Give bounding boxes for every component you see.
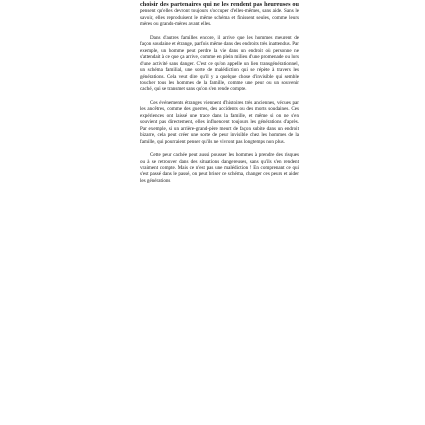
paragraph-1-text: pensent qu'elles devront toujours s'occuper d'elles-mêmes, sans aide. Sans le savoir, elles reproduisent le même schéma et finissent seules, comme leurs mères ou grands-mères avant elles. bbox=[140, 8, 299, 28]
paragraph-1 bbox=[140, 2, 299, 28]
paragraph-2: Dans d'autres familles encore, il arrive que les hommes meurent de façon soudaine et étrange, parfois même dans des endroits très inattendus. Par exemple, un homme peut perdre la vie dans un endroit où personne ne s'attendait à ce que ça arrive, comme en plein milieu d'une promenade ou lors d'une activité sans danger. C'est ce qu'on appelle un lien transgénérationnel, un schéma familial, une sorte de malédiction qui se répète à travers les générations. Cela veut dire qu'il y a quelque chose d'invisible qui semble toucher tous les hommes de la famille, comme une peur ou un souvenir caché, qui se transmet sans qu'on s'en rende compte. bbox=[140, 34, 299, 93]
paragraph-4: Cette peur cachée peut aussi pousser les hommes à prendre des risques ou à se retrouver dans des situations dangereuses, sans qu'ils s'en rendent vraiment compte. Mais ce n'est pas une malédiction ! En comprenant ce qui s'est passé dans le passé, on peut briser ce schéma, changer ces peurs et aider les générations bbox=[140, 152, 299, 184]
paragraph-1-lead: choisir des partenaires qui ne les rendent pas heureuses ou bbox=[140, 1, 299, 8]
paragraph-3: Ces événements étranges viennent d'histoires très anciennes, vécues par les ancêtres, comme des guerres, des accidents ou des morts soudaines. Ces expériences ont laissé une trace dans la famille, et même si on ne s'en souvient pas directement, elles influencent toujours les générations d'après. Par exemple, si un arrière-grand-père meurt de façon subite dans un endroit bizarre, cela peut créer une sorte de peur invisible chez les hommes de la famille, qui pourraient penser qu'ils ne vivront pas longtemps non plus. bbox=[140, 99, 299, 145]
